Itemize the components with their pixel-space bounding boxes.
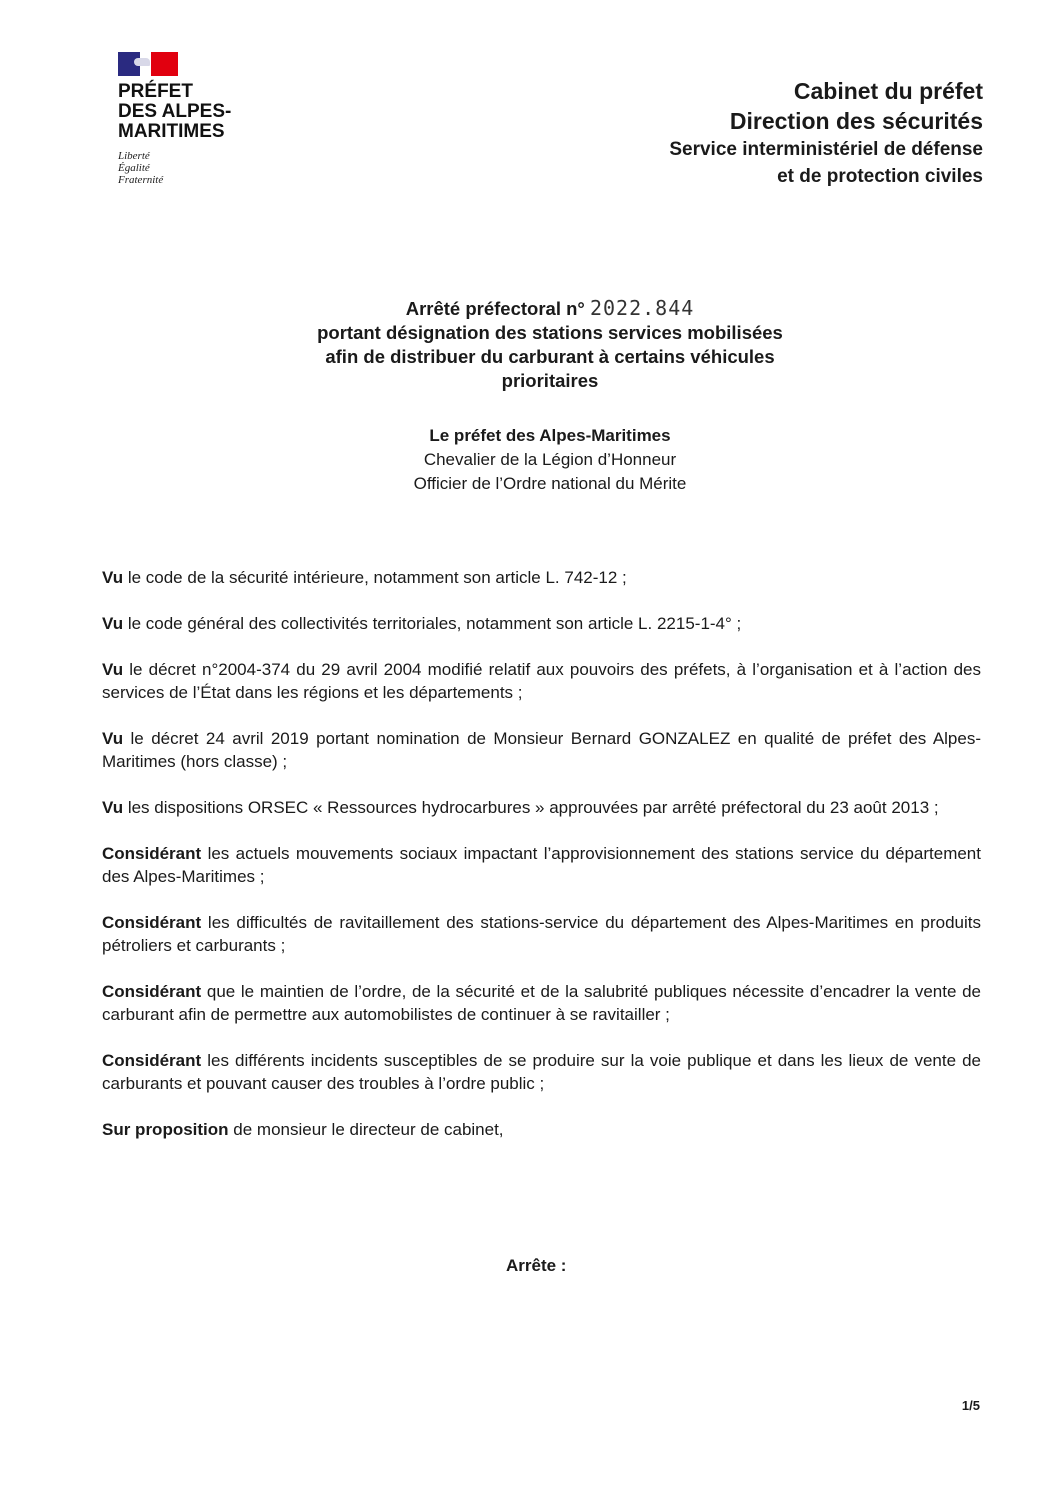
recital-paragraph [102, 727, 981, 773]
recital-text: les actuels mouvements sociaux impactant l’approvisionnement des stations service du département des Alpes-Maritimes ; [102, 844, 981, 886]
decree-heading: Arrête : [506, 1256, 567, 1275]
recital-paragraph [102, 911, 981, 957]
logo-name-line: DES ALPES- [118, 101, 232, 122]
document-body [102, 566, 981, 1164]
logo-name-line: MARITIMES [118, 121, 225, 142]
recital-keyword: Sur proposition [102, 1120, 229, 1139]
title-line: prioritaires [501, 370, 599, 391]
recital-text: le décret 24 avril 2019 portant nomination de Monsieur Bernard GONZALEZ en qualité de préfet des Alpes-Maritimes (hors classe) ; [102, 729, 981, 771]
recital-text: les différents incidents susceptibles de se produire sur la voie publique et dans les lieux de vente de carburants et pouvant causer des troubles à l’ordre public ; [102, 1051, 981, 1093]
header-line: et de protection civiles [777, 166, 983, 187]
arrete-number: 2022.844 [589, 296, 695, 320]
recital-text: le code de la sécurité intérieure, notamment son article L. 742-12 ; [123, 568, 627, 587]
logo-name-line: PRÉFET [118, 81, 193, 102]
recital-paragraph [102, 1049, 981, 1095]
motto-line: Fraternité [118, 174, 164, 186]
logo-name [118, 82, 288, 142]
recital-paragraph [102, 980, 981, 1026]
header-line: Service interministériel de défense [669, 139, 983, 160]
header-line: Cabinet du préfet [793, 78, 983, 104]
republic-motto [118, 150, 288, 186]
recital-paragraph [102, 566, 981, 589]
recital-text: les dispositions ORSEC « Ressources hydrocarbures » approuvées par arrêté préfectoral du 23 août 2013 ; [123, 798, 939, 817]
recital-keyword: Considérant [102, 913, 202, 932]
recital-text: de monsieur le directeur de cabinet, [228, 1120, 504, 1139]
title-prefix: Arrêté préfectoral n° [405, 298, 585, 319]
document-title [230, 296, 870, 393]
recital-text: que le maintien de l’ordre, de la sécurité et de la salubrité publiques nécessite d’encadrer la vente de carburant afin de permettre aux automobilistes de continuer à se ravitailler ; [102, 982, 981, 1024]
issuing-office-header [669, 76, 983, 190]
motto-line: Liberté [118, 150, 150, 162]
title-line: afin de distribuer du carburant à certains véhicules [325, 346, 775, 367]
header-line: Direction des sécurités [729, 108, 983, 134]
motto-line: Égalité [118, 162, 150, 174]
recital-paragraph [102, 1118, 981, 1141]
recital-keyword: Vu [102, 568, 124, 587]
recital-keyword: Vu [102, 798, 124, 817]
prefet-identity [280, 424, 820, 496]
title-line [230, 296, 870, 321]
prefet-line: Chevalier de la Légion d’Honneur [423, 450, 677, 469]
prefet-line: Officier de l’Ordre national du Mérite [413, 474, 687, 493]
recital-text: le code général des collectivités territoriales, notamment son article L. 2215-1-4° ; [123, 614, 742, 633]
recital-paragraph [102, 612, 981, 635]
recital-keyword: Vu [102, 614, 124, 633]
recital-keyword: Vu [102, 660, 124, 679]
recital-paragraph [102, 842, 981, 888]
title-line: portant désignation des stations services mobilisées [317, 322, 783, 343]
recital-text: les difficultés de ravitaillement des stations-service du département des Alpes-Maritimes en produits pétroliers et carburants ; [102, 913, 981, 955]
recital-paragraph [102, 658, 981, 704]
recital-keyword: Considérant [102, 844, 202, 863]
recital-text: le décret n°2004-374 du 29 avril 2004 modifié relatif aux pouvoirs des préfets, à l’organisation et à l’action des services de l’État dans les régions et les départements ; [102, 660, 981, 702]
marianne-flag-icon [118, 52, 178, 76]
recital-keyword: Considérant [102, 1051, 202, 1070]
prefecture-logo [118, 52, 288, 186]
recital-keyword: Vu [102, 729, 124, 748]
page-number: 1/5 [961, 1398, 980, 1413]
recital-paragraph [102, 796, 981, 819]
recital-keyword: Considérant [102, 982, 202, 1001]
prefet-line: Le préfet des Alpes-Maritimes [429, 426, 671, 445]
